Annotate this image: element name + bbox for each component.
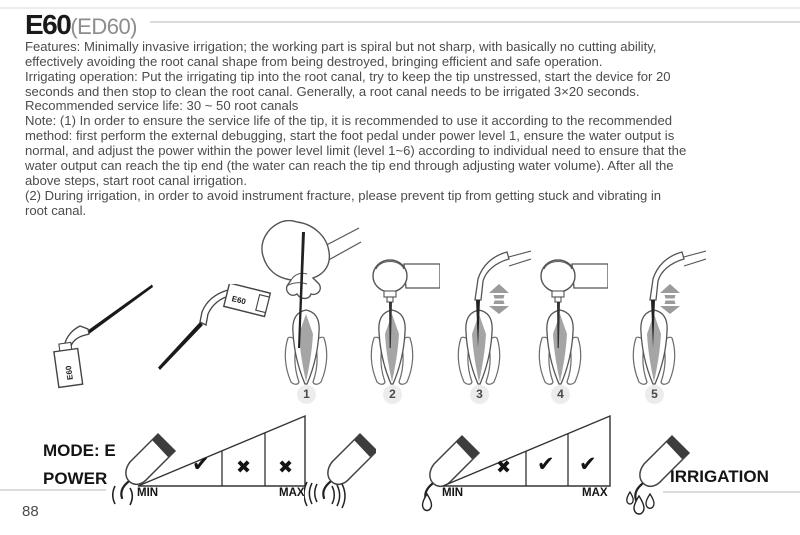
irrigation-ramp-diagram [417,410,617,492]
vibration-arrows-icon [489,284,509,314]
handpiece-illustration [368,248,440,348]
min-label: MIN [442,487,464,499]
step-number-badge: 3 [470,385,489,404]
min-label: MIN [137,487,159,499]
power-mark: ✖ [278,457,294,478]
body-line: Note: (1) In order to ensure the service life of the tip, it is recommended to use it according to the recommended [25,113,673,128]
step-number-badge: 5 [645,385,664,404]
irrigation-mark: ✔ [579,452,597,476]
power-mark: ✖ [236,457,252,478]
body-line: root canal. [25,203,87,218]
irrigation-mark: ✔ [537,452,555,476]
max-label: MAX [279,487,305,499]
body-line: (2) During irrigation, in order to avoid instrument fracture, please prevent tip from getting stuck and vibrating in [25,188,662,203]
power-label: POWER [43,469,108,488]
power-ramp-diagram [112,410,312,492]
step-number-badge: 1 [297,385,316,404]
title-rule [150,21,800,23]
irrigation-label: IRRIGATION [670,467,769,486]
body-line: Irrigating operation: Put the irrigating tip into the root canal, try to keep the tip unstressed, start the device for 20 [25,69,671,84]
hand-illustration [247,220,362,350]
power-mark: ✔ [192,452,210,476]
irrigation-rule [663,491,800,493]
model-name-suffix: (ED60) [70,14,138,39]
tip-label: E60 [64,365,75,381]
max-label: MAX [582,487,608,499]
irrigation-mark: ✖ [496,457,512,478]
body-line: seconds and then stop to clean the root canal. Generally, a root canal needs to be irrigated 3×20 seconds. [25,84,640,99]
body-line: Features: Minimally invasive irrigation; the working part is spiral but not sharp, with basically no cutting ability, [25,39,657,54]
body-line: water output can reach the tip end (the water can reach the tip end through adjusting water volume). After all the [25,158,674,173]
tip-label: E60 [230,294,247,307]
model-name: E60 [25,9,71,40]
handpiece-illustration [536,248,608,348]
angled-tip-illustration [445,248,531,348]
step-number-badge: 4 [551,385,570,404]
page-number: 88 [22,503,39,520]
body-line: Recommended service life: 30 ~ 50 root canals [25,98,299,113]
page-title [25,9,137,41]
body-line: effectively avoiding the root canal shape from being destroyed, bringing efficient and safe operation. [25,54,603,69]
mode-label: MODE: E [43,441,116,460]
power-rule [0,489,106,491]
step-number-badge: 2 [383,385,402,404]
body-line: method: first perform the external debugging, start the foot pedal under power level 1, ensure the water output is [25,128,675,143]
vibration-arrows-icon [660,284,680,314]
power-max-handpiece-icon [304,424,376,510]
body-line: normal, and adjust the power within the power level limit (level 1~6) according to individual need to ensure that the [25,143,687,158]
body-line: above steps, start root canal irrigation. [25,173,247,188]
